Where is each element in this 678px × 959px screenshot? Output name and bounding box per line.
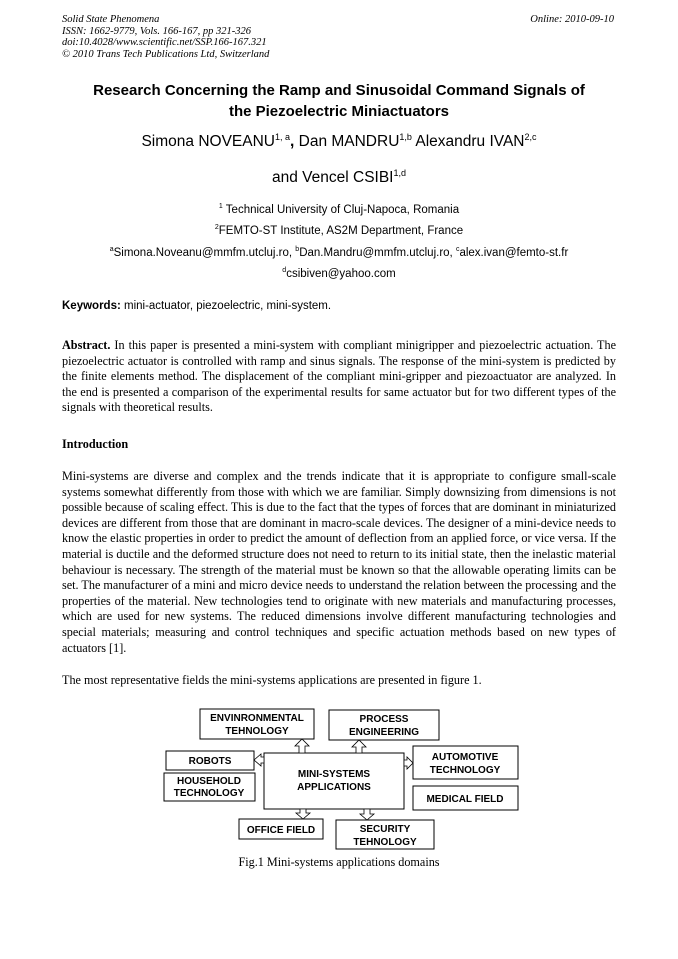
author-2-name: Dan MANDRU <box>298 133 400 151</box>
office-label: OFFICE FIELD <box>246 825 316 836</box>
email-b-sup: b <box>295 245 300 253</box>
automotive-label-2: TECHNOLOGY <box>429 765 501 776</box>
box-environmental <box>200 709 314 739</box>
author-separator: , <box>290 133 299 151</box>
box-robots <box>166 751 254 770</box>
aff1-text: Technical University of Cluj-Napoca, Romania <box>222 203 460 216</box>
process-label-2: ENGINEERING <box>348 727 420 738</box>
email-d-sup: d <box>282 266 287 274</box>
household-label-2: TECHNOLOGY <box>173 788 245 799</box>
email-a-sup: a <box>109 245 114 253</box>
email-a: Simona.Noveanu@mmfm.utcluj.ro, <box>113 246 296 259</box>
journal-copyright: © 2010 Trans Tech Publications Ltd, Switzerland <box>62 48 270 60</box>
environmental-label-2: TEHNOLOGY <box>225 726 289 737</box>
author-2-sup: 1,b <box>399 132 412 142</box>
author-4-sup: 1,d <box>393 168 406 178</box>
box-office <box>239 819 323 839</box>
arrow-up-right-icon <box>352 740 366 753</box>
author-4-name: and Vencel CSIBI <box>271 169 394 187</box>
email-b: Dan.Mandru@mmfm.utcluj.ro, <box>299 246 456 259</box>
process-label-1: PROCESS <box>359 714 409 725</box>
box-process-engineering <box>329 710 439 740</box>
aff2-text: FEMTO-ST Institute, AS2M Department, France <box>218 225 464 238</box>
box-medical <box>413 786 518 810</box>
author-1-name: Simona NOVEANU <box>141 133 275 151</box>
abstract-text: In this paper is presented a mini-system with compliant minigripper and piezoelectric actuation. The piezoelectric actuator is controlled with ramp and sinus signals. The response of the mini-system is predicted by the finite elements method. The displacement of the compliant mini-gripper and piezoactuator are analyzed. In the end is presented a comparison of the experimental results for same actuator but for two different types of the signals with theoretical results. <box>62 338 616 415</box>
author-3-sup: 2,c <box>524 132 537 142</box>
automotive-label-1: AUTOMOTIVE <box>431 752 499 763</box>
arrow-left-icon <box>254 754 264 766</box>
title-line-1: Research Concerning the Ramp and Sinusoidal Command Signals of <box>93 82 585 99</box>
journal-issn: ISSN: 1662-9779, Vols. 166-167, pp 321-326 <box>62 25 251 37</box>
robots-label: ROBOTS <box>188 756 232 767</box>
box-household <box>164 773 255 801</box>
box-automotive <box>413 746 518 779</box>
household-label-1: HOUSEHOLD <box>177 776 241 787</box>
arrow-right-icon <box>404 757 413 769</box>
center-label-1: MINI-SYSTEMS <box>297 769 371 780</box>
author-1-sup: 1, a <box>274 132 290 142</box>
arrow-down-right-icon <box>360 809 374 820</box>
center-label-2: APPLICATIONS <box>297 782 371 793</box>
introduction-paragraph-2: The most representative fields the mini-systems applications are presented in figure 1. <box>62 673 482 687</box>
figure-caption: Fig.1 Mini-systems applications domains <box>238 855 440 869</box>
abstract-label: Abstract. <box>62 338 111 352</box>
email-d: csibiven@yahoo.com <box>286 267 396 280</box>
email-c: alex.ivan@femto-st.fr <box>459 246 569 259</box>
journal-name: Solid State Phenomena <box>62 14 160 25</box>
aff1-sup: 1 <box>218 203 223 210</box>
keywords-label: Keywords: <box>62 300 121 312</box>
security-label-2: TEHNOLOGY <box>353 837 417 848</box>
introduction-paragraph-1: Mini-systems are diverse and complex and the trends indicate that it is appropriate to configure small-scale systems somewhat differently from those with which we are familiar. Simply downsizing from dimensions is not possible because of scaling effect. This is due to the fact that the types of forces that are dominant in miniaturized devices are different from those that are dominant in macro-scale devices. The designer of a mini-device needs to know the elastic properties in order to predict the amount of deflection from an applied force, or vice versa. If the material is ductile and the deformed structure does not need to return to its initial state, then the inelastic material behaviour is necessary. The strength of the material must be known so that the allowable operating limits can be set. The manufacturer of a mini and micro device needs to understand the relation between the processing and the properties of the material. New technologies tend to originate with new materials and manufacturing processes, which are used for new systems. The reduced dimensions involve different manufacturing technologies and special materials; measuring and control techniques and specific actuation methods based on new types of actuators [1]. <box>62 469 616 655</box>
box-security <box>336 820 434 849</box>
journal-doi: doi:10.4028/www.scientific.net/SSP.166-167.321 <box>62 37 267 49</box>
security-label-1: SECURITY <box>359 824 411 835</box>
keywords-text: mini-actuator, piezoelectric, mini-system. <box>120 300 332 312</box>
arrow-down-left-icon <box>296 809 310 819</box>
environmental-label-1: ENVINRONMENTAL <box>210 713 304 724</box>
author-3-name: Alexandru IVAN <box>411 133 525 151</box>
section-heading-introduction: Introduction <box>62 437 129 451</box>
box-mini-systems-applications <box>264 753 404 809</box>
email-c-sup: c <box>455 245 460 253</box>
title-line-2: the Piezoelectric Miniactuators <box>228 103 450 120</box>
medical-label: MEDICAL FIELD <box>426 794 504 805</box>
arrow-up-left-icon <box>295 739 309 753</box>
aff2-sup: 2 <box>214 224 219 232</box>
online-date: Online: 2010-09-10 <box>530 14 614 25</box>
